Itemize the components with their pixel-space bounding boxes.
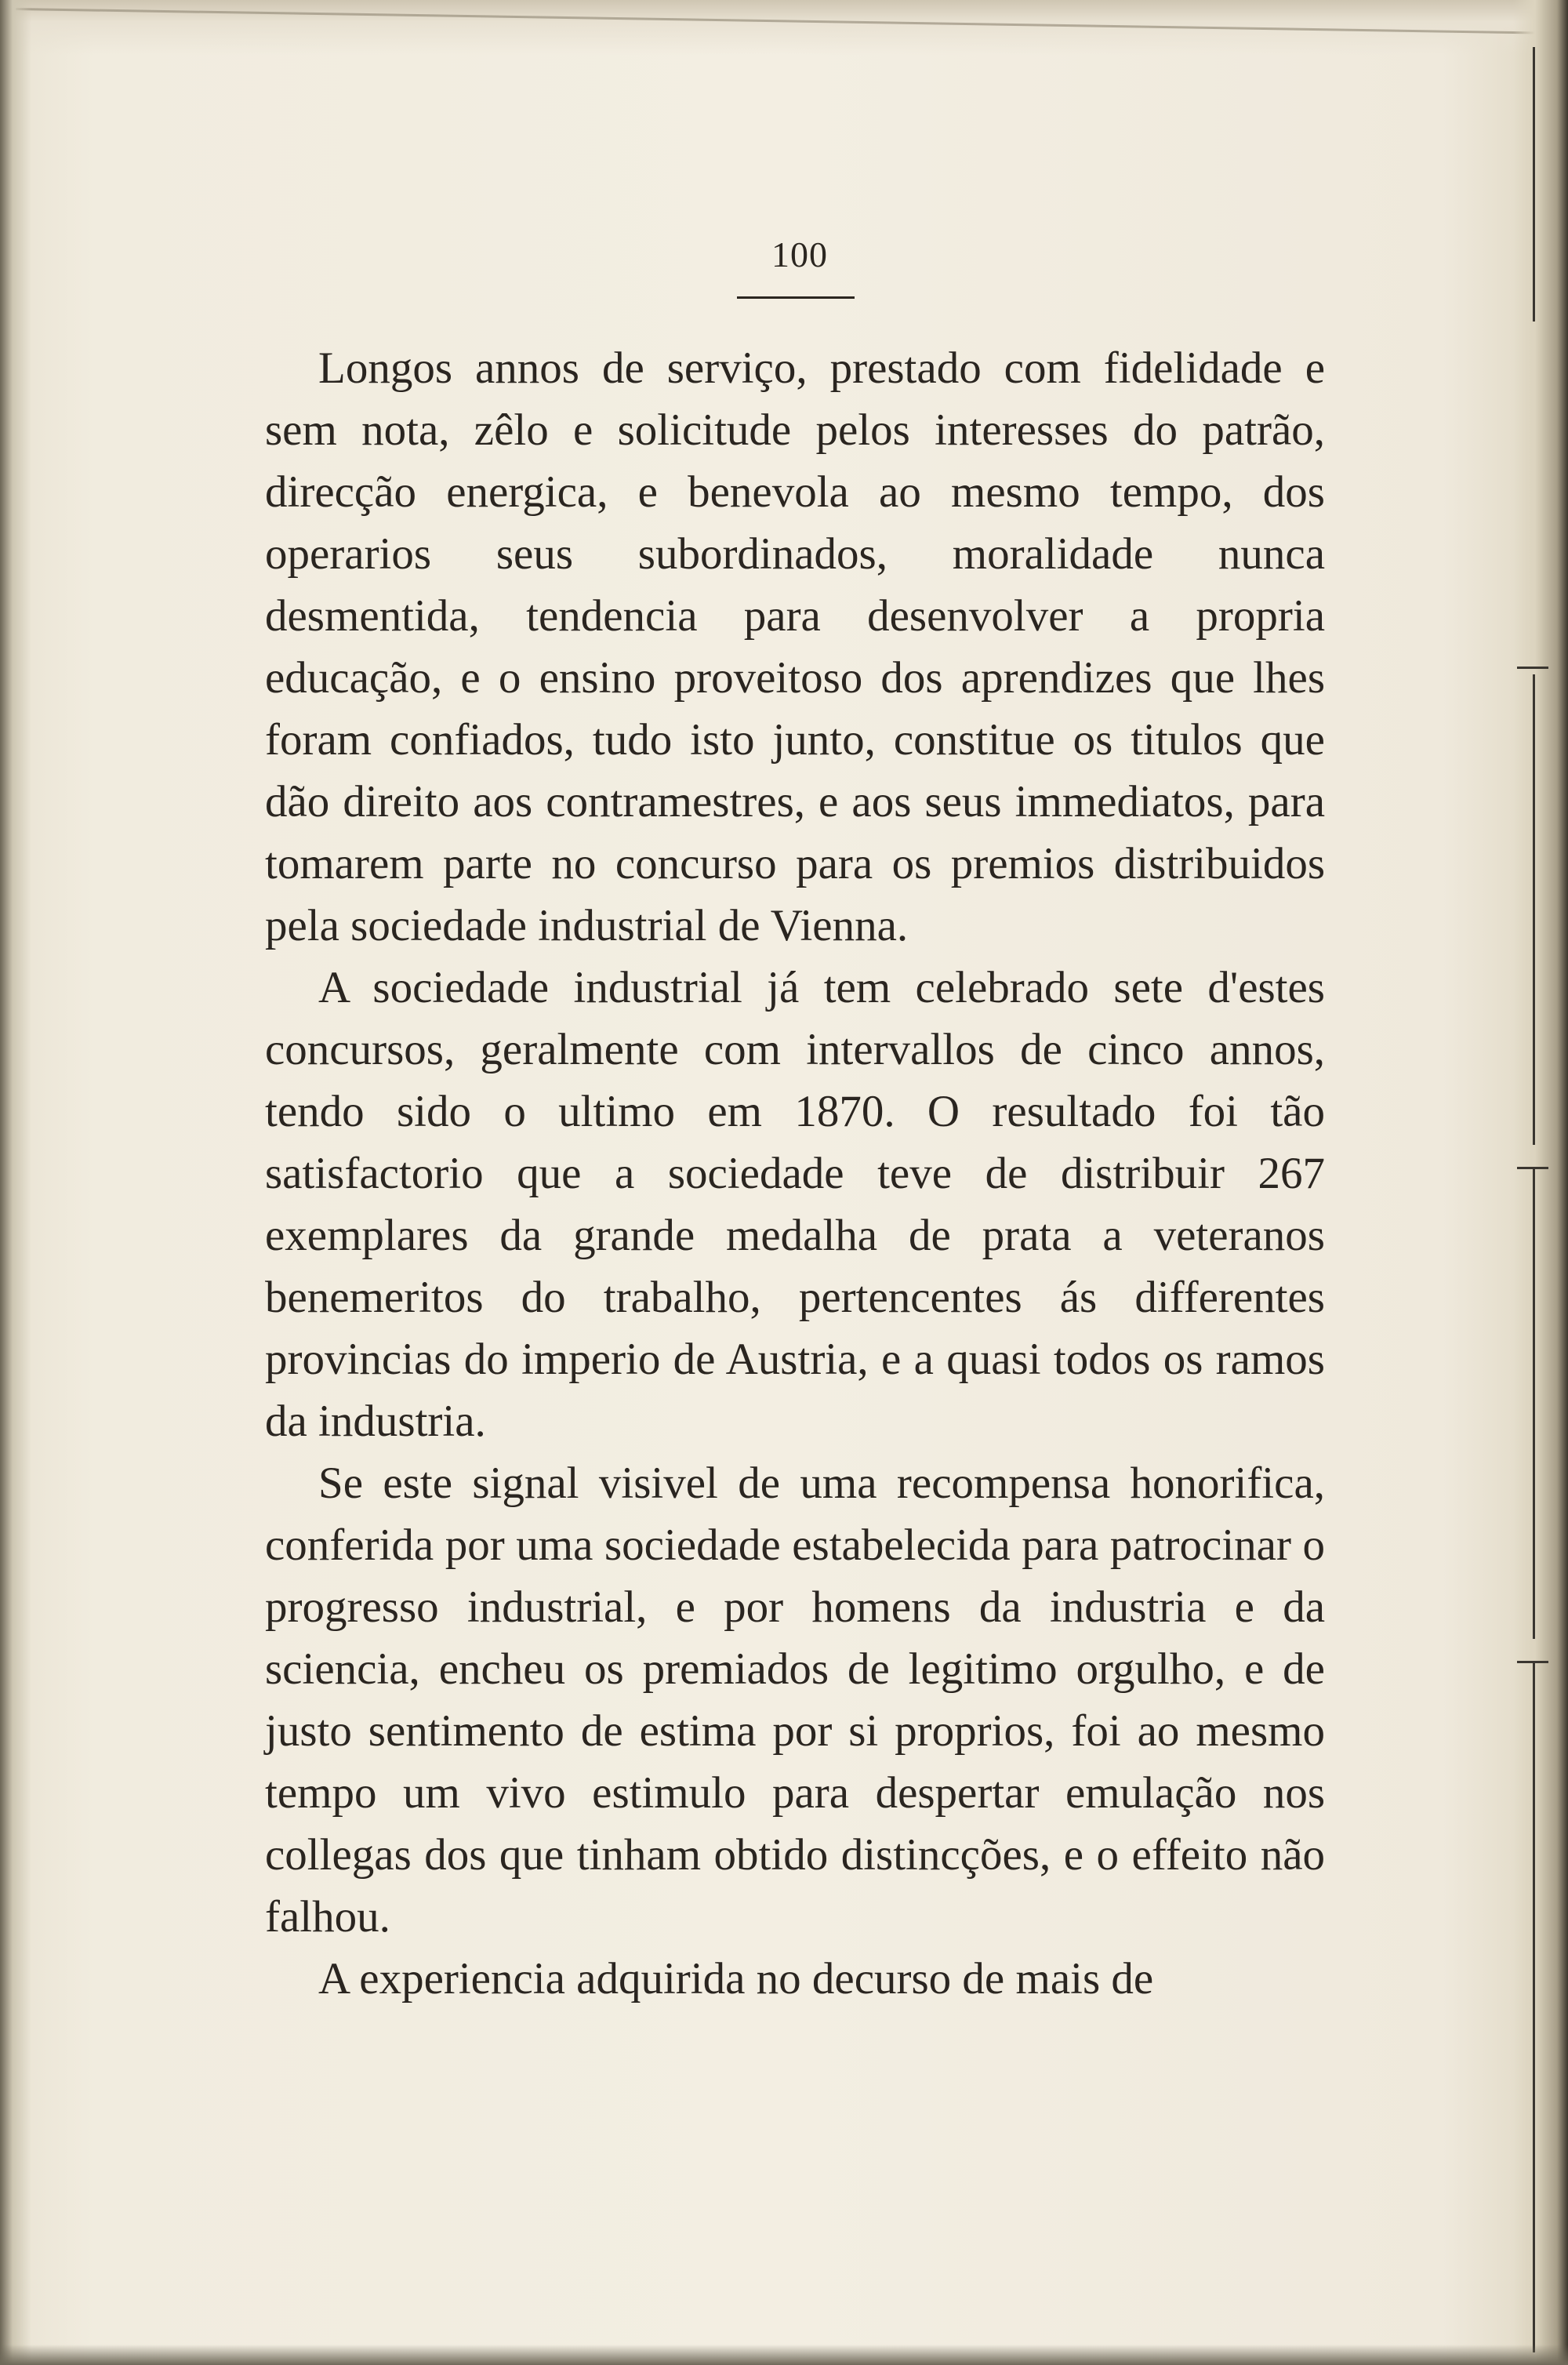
margin-tick <box>1517 667 1548 669</box>
margin-tick <box>1517 1167 1548 1169</box>
paragraph: A sociedade industrial já tem celebrado sete d'estes concursos, geralmente com intervallos de cinco annos, tendo sido o ultimo em 1870. O resultado foi tão satisfactorio que a sociedade teve de distribuir 267 exemplares da grande medalha de prata a veteranos benemeritos do trabalho, pertencentes ás differentes provincias do imperio de Austria, e a quasi todos os ramos da industria. <box>265 963 1325 1446</box>
margin-rule <box>1533 47 1535 322</box>
paragraph: Se este signal visivel de uma recompensa honorifica, conferida por uma sociedade estabelecida para patrocinar o progresso industrial, e por homens da industria e da sciencia, encheu os premiados de legitimo orgulho, e de justo sentimento de estima por si proprios, foi ao mesmo tempo um vivo estimulo para despertar emulação nos collegas dos que tinham obtido distincções, e o effeito não falhou. <box>265 1459 1325 1942</box>
paragraph: Longos annos de serviço, prestado com fidelidade e sem nota, zêlo e solicitude pelos interesses do patrão, direcção energica, e benevola ao mesmo tempo, dos operarios seus subordinados, moralidade nunca desmentida, tendencia para desenvolver a propria educação, e o ensino proveitoso dos aprendizes que lhes foram confiados, tudo isto junto, constitue os titulos que dão direito aos contramestres, e aos seus immediatos, para tomarem parte no concurso para os premios distribuidos pela sociedade industrial de Vienna. <box>265 343 1325 950</box>
margin-rule <box>1533 1662 1535 2352</box>
page-number: 100 <box>771 234 828 274</box>
page-right-shadow <box>1513 0 1568 2365</box>
margin-rule <box>1533 674 1535 1145</box>
margin-rule <box>1533 1168 1535 1639</box>
page-number-rule <box>737 296 855 299</box>
margin-tick <box>1517 1661 1548 1663</box>
page-left-shadow <box>0 0 31 2365</box>
paragraph: A experiencia adquirida no decurso de mais de <box>318 1954 1154 2004</box>
body-text <box>265 337 1325 2010</box>
page-bottom-edge <box>0 2345 1568 2365</box>
